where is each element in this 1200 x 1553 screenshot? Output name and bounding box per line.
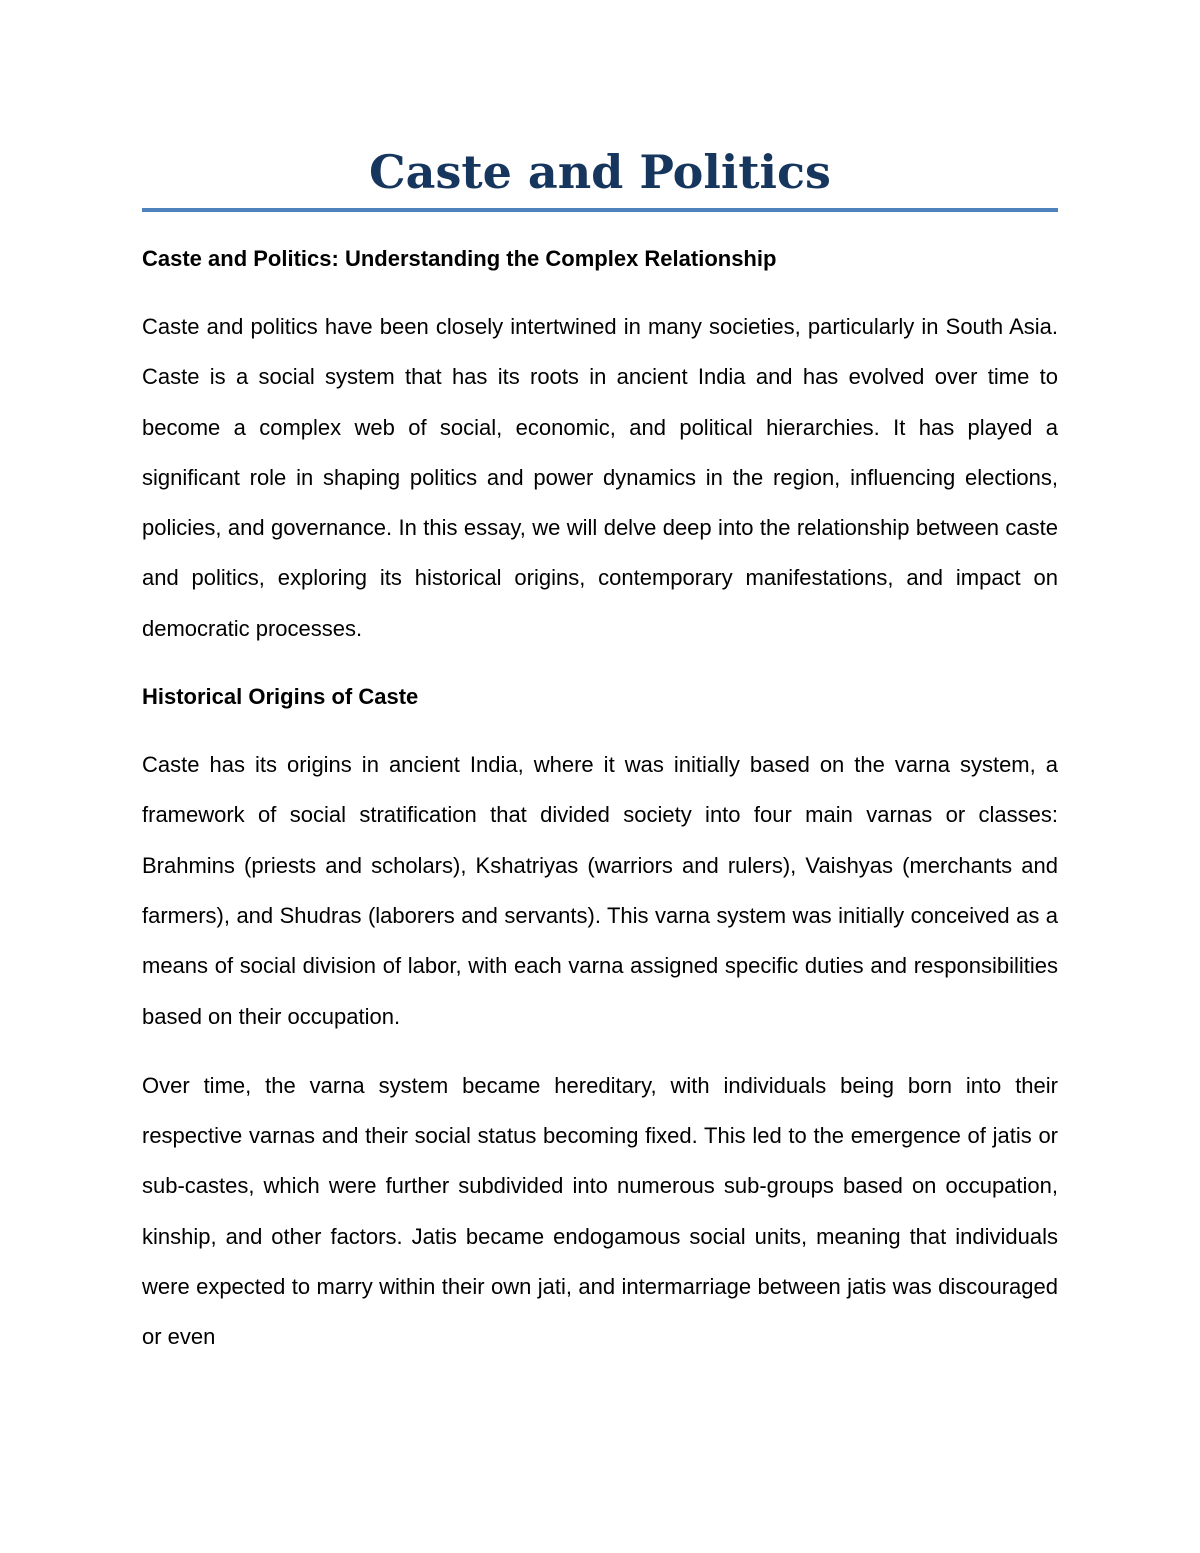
title-underline	[142, 208, 1058, 212]
document-title: Caste and Politics	[369, 145, 831, 199]
section-heading: Caste and Politics: Understanding the Complex Relationship	[142, 246, 777, 271]
document-body	[142, 236, 1058, 1363]
section-heading: Historical Origins of Caste	[142, 684, 419, 710]
body-paragraph: Over time, the varna system became hereditary, with individuals being born into their respective varnas and their social status becoming fixed. This led to the emergence of jatis or sub-castes, which were further subdivided into numerous sub-groups based on occupation, kinship, and other factors. Jatis became endogamous social units, meaning that individuals were expected to marry within their own jati, and intermarriage between jatis was discouraged or even	[142, 1072, 1058, 1350]
body-paragraph: Caste and politics have been closely intertwined in many societies, particularly in South Asia. Caste is a social system that has its roots in ancient India and has evolved over time to become a complex web of social, economic, and political hierarchies. It has played a significant role in shaping politics and power dynamics in the region, influencing elections, policies, and governance. In this essay, we will delve deep into the relationship between caste and politics, exploring its historical origins, contemporary manifestations, and impact on democratic processes.	[142, 314, 1058, 641]
body-paragraph: Caste has its origins in ancient India, where it was initially based on the varna system, a framework of social stratification that divided society into four main varnas or classes: Brahmins (priests and scholars), Kshatriyas (warriors and rulers), Vaishyas (merchants and farmers), and Shudras (laborers and servants). This varna system was initially conceived as a means of social division of labor, with each varna assigned specific duties and responsibilities based on their occupation.	[142, 752, 1058, 1029]
